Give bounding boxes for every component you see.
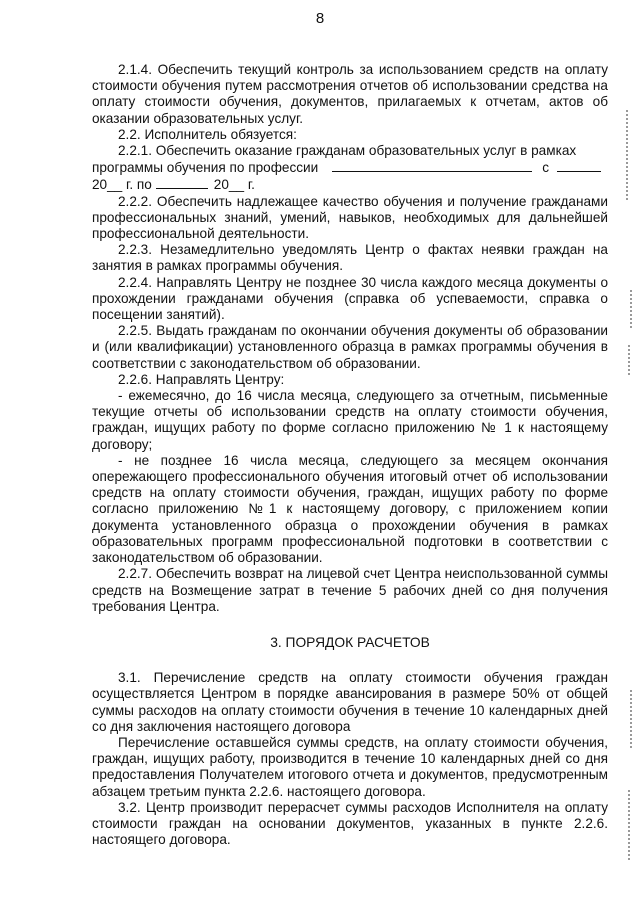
clause-2-2-6: 2.2.6. Направлять Центру: [118,371,285,387]
clause-2-2-1-line3 [92,176,608,193]
clause-2-2-1-year-start: 20__ г. по [92,177,152,193]
clause-3-1: 3.1. Перечисление средств на оплату стоимости обучения граждан осуществляется Центром в порядке авансирования в размере 50% от общей суммы расходов на оплату стоимости обучения в течение 10 календарных дней со дня заключения настоящего договора [92,670,608,734]
end-date-blank [156,176,208,189]
clause-2-2-6-monthly: - ежемесячно, до 16 числа месяца, следующего за отчетным, письменные текущие отчеты об использовании средств на оплату стоимости обучения, граждан, ищущих работу по форме согласно приложению № 1 к настоящему договору; [92,388,608,452]
start-date-blank [557,159,601,172]
clause-3-1-second: Перечисление оставшейся суммы средств, на оплату стоимости обучения, граждан, ищущих работу, производится в течение 10 календарных дней со дня предоставления Получателем итогового отчета и документов, предусмотренным абзацем третьим пункта 2.2.6. настоящего договора. [92,734,608,799]
clause-2-2-2: 2.2.2. Обеспечить надлежащее качество обучения и получение гражданами профессиональных знаний, умений, навыков, необходимых для дальнейшей профессиональной деятельности. [92,193,608,242]
scan-artifact [628,345,630,375]
scan-artifact [626,110,628,200]
clause-2-2-1-line2 [92,159,608,176]
clause-2-2-1-from: с [542,160,550,176]
clause-2-2-1-label: программы обучения по профессии [92,160,319,176]
clause-2-2-4: 2.2.4. Направлять Центру не позднее 30 числа каждого месяца документы о прохождении гражданами обучения (справка об успеваемости, справка о посещении занятий). [92,274,608,323]
document-body [92,62,608,848]
section-3-heading: 3. ПОРЯДОК РАСЧЕТОВ [270,634,430,650]
clause-2-2-5: 2.2.5. Выдать гражданам по окончании обучения документы об образовании и (или квалификации) установленного образца в рамках программы обучения в соответствии с законодательством об образовании. [92,323,608,371]
clause-2-2-6-final: - не позднее 16 числа месяца, следующего за месяцем окончания опережающего профессионального обучения итоговый отчет об использовании средств на оплату стоимости обучения, граждан, ищущих работу по форме согласно приложению №1 к настоящему договору, с приложением копии документа установленного образца о прохождении обучения в рамках образовательных программ профессиональной подготовки в соответствии с законодательством об образовании. [92,452,608,566]
clause-2-2-3: 2.2.3. Незамедлительно уведомлять Центр о фактах неявки граждан на занятия в рамках программы обучения. [92,242,608,274]
profession-blank [332,159,532,172]
scan-artifact [630,290,632,330]
clause-2-2: 2.2. Исполнитель обязуется: [118,126,297,142]
clause-2-1-4: 2.1.4. Обеспечить текущий контроль за использованием средств на оплату стоимости обучения путем рассмотрения отчетов об использовании средства на оплату стоимости обучения, документов, прилагаемых к отчетам, актов об оказании образовательных услуг. [92,62,608,126]
clause-2-2-1-year-end: 20__ г. [213,177,255,193]
clause-3-2: 3.2. Центр производит перерасчет суммы расходов Исполнителя на оплату стоимости граждан на основании документов, указанных в пункте 2.2.6. настоящего договора. [92,799,608,848]
scan-artifact [630,690,632,750]
clause-2-2-1-line1: 2.2.1. Обеспечить оказание гражданам образовательных услуг в рамках [118,143,577,159]
page-number: 8 [315,10,325,27]
scan-artifact [628,790,630,860]
clause-2-2-7: 2.2.7. Обеспечить возврат на лицевой счет Центра неиспользованной суммы средств на Возмещение затрат в течение 5 рабочих дней со дня получения требования Центра. [92,566,608,614]
